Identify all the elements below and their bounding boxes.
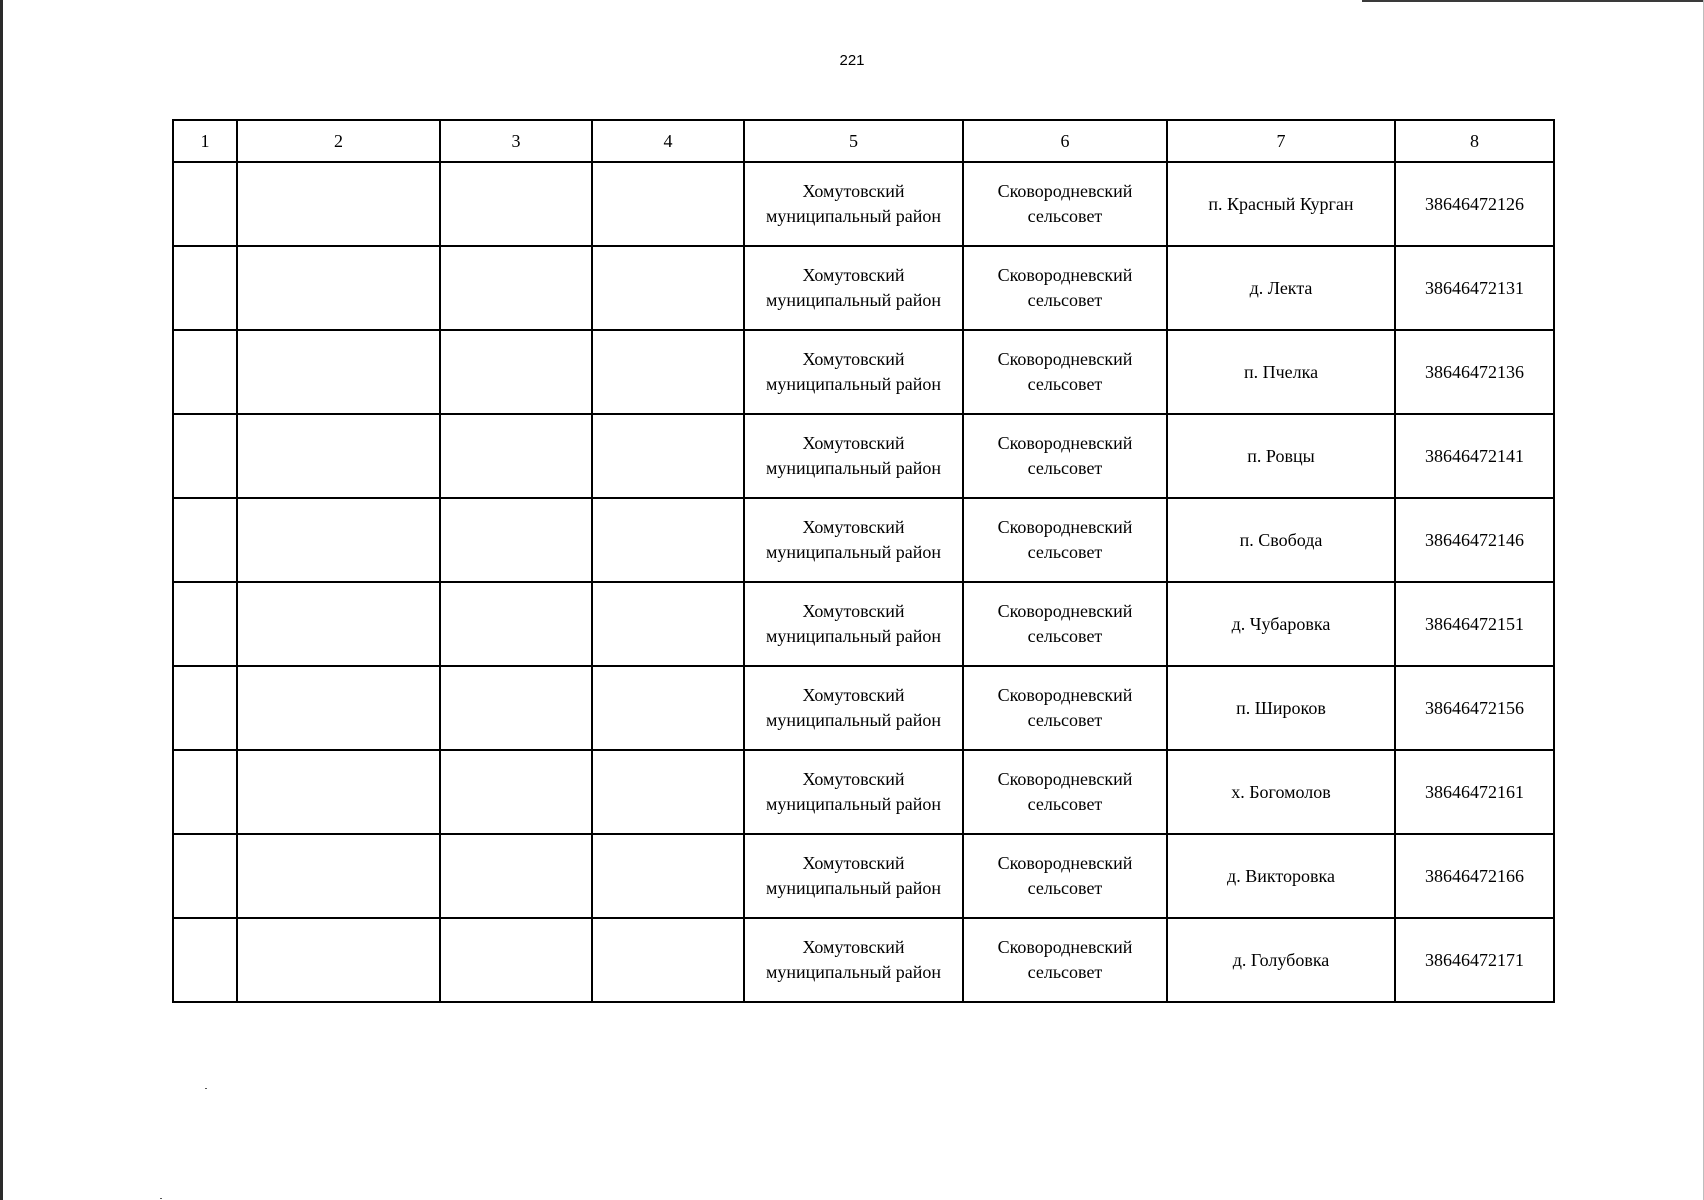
column-header-1: 1 xyxy=(173,120,237,162)
settlement-cell: п. Пчелка xyxy=(1167,330,1395,414)
code-cell: 38646472141 xyxy=(1395,414,1554,498)
code-cell: 38646472156 xyxy=(1395,666,1554,750)
district-cell: Хомутовский муниципальный район xyxy=(744,918,963,1002)
scan-speck xyxy=(160,1198,162,1199)
table-cell xyxy=(237,666,440,750)
table-cell xyxy=(237,330,440,414)
table-row xyxy=(173,582,1554,666)
table-cell xyxy=(173,666,237,750)
table-cell xyxy=(237,834,440,918)
scan-speck xyxy=(205,1088,207,1089)
council-cell: Сковородневский сельсовет xyxy=(963,582,1167,666)
district-cell: Хомутовский муниципальный район xyxy=(744,834,963,918)
council-cell: Сковородневский сельсовет xyxy=(963,330,1167,414)
code-cell: 38646472136 xyxy=(1395,330,1554,414)
settlement-cell: д. Викторовка xyxy=(1167,834,1395,918)
district-cell: Хомутовский муниципальный район xyxy=(744,582,963,666)
table-cell xyxy=(440,330,592,414)
district-cell: Хомутовский муниципальный район xyxy=(744,246,963,330)
settlement-cell: п. Широков xyxy=(1167,666,1395,750)
table-cell xyxy=(237,246,440,330)
settlement-cell: д. Лекта xyxy=(1167,246,1395,330)
table-cell xyxy=(237,414,440,498)
district-cell: Хомутовский муниципальный район xyxy=(744,750,963,834)
district-cell: Хомутовский муниципальный район xyxy=(744,666,963,750)
council-cell: Сковородневский сельсовет xyxy=(963,498,1167,582)
table-cell xyxy=(440,162,592,246)
column-header-2: 2 xyxy=(237,120,440,162)
column-header-6: 6 xyxy=(963,120,1167,162)
table-cell xyxy=(173,918,237,1002)
code-cell: 38646472131 xyxy=(1395,246,1554,330)
council-cell: Сковородневский сельсовет xyxy=(963,246,1167,330)
column-header-4: 4 xyxy=(592,120,744,162)
settlement-cell: п. Красный Курган xyxy=(1167,162,1395,246)
table-cell xyxy=(237,498,440,582)
table-cell xyxy=(237,582,440,666)
table-cell xyxy=(440,582,592,666)
table-cell xyxy=(237,918,440,1002)
table-cell xyxy=(440,498,592,582)
code-cell: 38646472171 xyxy=(1395,918,1554,1002)
table-row xyxy=(173,750,1554,834)
council-cell: Сковородневский сельсовет xyxy=(963,162,1167,246)
page-number: 221 xyxy=(839,52,865,69)
column-header-7: 7 xyxy=(1167,120,1395,162)
code-cell: 38646472151 xyxy=(1395,582,1554,666)
column-header-8: 8 xyxy=(1395,120,1554,162)
settlement-cell: п. Свобода xyxy=(1167,498,1395,582)
table-header-row xyxy=(173,120,1554,162)
table-cell xyxy=(173,414,237,498)
district-cell: Хомутовский муниципальный район xyxy=(744,498,963,582)
council-cell: Сковородневский сельсовет xyxy=(963,666,1167,750)
table-cell xyxy=(440,918,592,1002)
table-cell xyxy=(173,330,237,414)
council-cell: Сковородневский сельсовет xyxy=(963,834,1167,918)
table-row xyxy=(173,666,1554,750)
table-cell xyxy=(440,750,592,834)
table-cell xyxy=(440,246,592,330)
table-cell xyxy=(592,834,744,918)
settlement-cell: д. Голубовка xyxy=(1167,918,1395,1002)
table-cell xyxy=(173,834,237,918)
table-row xyxy=(173,918,1554,1002)
table-row xyxy=(173,330,1554,414)
council-cell: Сковородневский сельсовет xyxy=(963,750,1167,834)
table-cell xyxy=(592,666,744,750)
table-row xyxy=(173,414,1554,498)
table-cell xyxy=(440,666,592,750)
table-row xyxy=(173,834,1554,918)
scan-edge-left xyxy=(0,0,3,1200)
table-cell xyxy=(173,582,237,666)
table-row xyxy=(173,246,1554,330)
code-cell: 38646472126 xyxy=(1395,162,1554,246)
table-cell xyxy=(592,498,744,582)
settlement-cell: д. Чубаровка xyxy=(1167,582,1395,666)
column-header-3: 3 xyxy=(440,120,592,162)
table-row xyxy=(173,162,1554,246)
scan-edge-top xyxy=(1362,0,1704,2)
table-cell xyxy=(237,162,440,246)
table-cell xyxy=(592,750,744,834)
table-row xyxy=(173,498,1554,582)
table-cell xyxy=(592,582,744,666)
table-cell xyxy=(592,162,744,246)
table-cell xyxy=(440,414,592,498)
table-cell xyxy=(173,750,237,834)
table-cell xyxy=(592,918,744,1002)
table-cell xyxy=(592,330,744,414)
table-cell xyxy=(173,498,237,582)
column-header-5: 5 xyxy=(744,120,963,162)
settlement-cell: х. Богомолов xyxy=(1167,750,1395,834)
table-cell xyxy=(592,246,744,330)
table-cell xyxy=(237,750,440,834)
council-cell: Сковородневский сельсовет xyxy=(963,918,1167,1002)
district-cell: Хомутовский муниципальный район xyxy=(744,162,963,246)
district-cell: Хомутовский муниципальный район xyxy=(744,414,963,498)
table-cell xyxy=(592,414,744,498)
code-cell: 38646472161 xyxy=(1395,750,1554,834)
settlement-cell: п. Ровцы xyxy=(1167,414,1395,498)
table-cell xyxy=(173,162,237,246)
district-cell: Хомутовский муниципальный район xyxy=(744,330,963,414)
council-cell: Сковородневский сельсовет xyxy=(963,414,1167,498)
registry-table xyxy=(172,119,1555,1003)
table-cell xyxy=(440,834,592,918)
table-cell xyxy=(173,246,237,330)
code-cell: 38646472166 xyxy=(1395,834,1554,918)
code-cell: 38646472146 xyxy=(1395,498,1554,582)
